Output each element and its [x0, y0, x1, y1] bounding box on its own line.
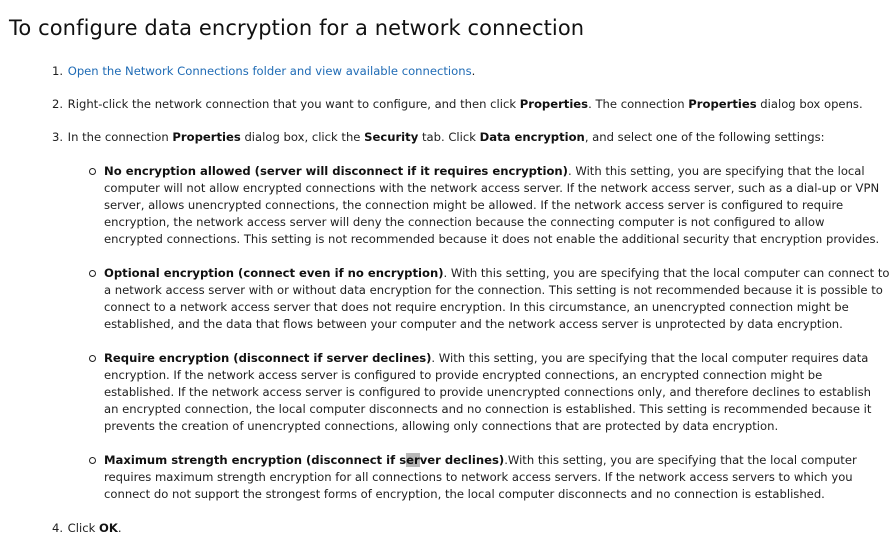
option-line: computer will not allow encrypted connections with the network access server. If the network access server, such as a dial-up or VPN [104, 181, 880, 195]
step-number: 4. [52, 521, 64, 535]
open-network-connections-link[interactable]: Open the Network Connections folder and view available connections [67, 64, 472, 78]
step-text: tab. Click [418, 130, 480, 144]
step-text: Click [64, 521, 99, 535]
step-text: , and select one of the following settings: [584, 130, 825, 144]
step-4 [52, 520, 122, 537]
text-selection-highlight: er [406, 453, 420, 467]
option-text: .With this setting, you are specifying that the local computer [504, 453, 857, 467]
option-heading: No encryption allowed (server will disconnect if it requires encryption) [104, 164, 568, 178]
option-line: established, and the data that flows between your computer and the network access server is unprotected by data encryption. [104, 317, 843, 331]
option-line: encryption. If the network access server is configured to provide encrypted connections, an encrypted connection might be [104, 368, 823, 382]
option-heading: Require encryption (disconnect if server declines) [104, 351, 432, 365]
option-heading-part: ver declines) [419, 453, 505, 467]
option-line [104, 163, 874, 180]
option-line: encryption, the network access server will deny the connection because the connecting computer is not configured to allow [104, 215, 825, 229]
option-no-encryption [104, 163, 880, 248]
option-text: . With this setting, you are specifying that the local computer requires data [431, 351, 869, 365]
option-heading [104, 453, 504, 467]
option-text: . With this setting, you are specifying that the local [567, 164, 865, 178]
option-line: a network access server with or without data encryption for the connection. This setting is not recommended because it is possible to [104, 283, 883, 297]
step-bold-text: Security [364, 130, 419, 144]
step-text: dialog box, click the [240, 130, 365, 144]
option-line: connect do not support the strongest forms of encryption, the local computer disconnects and no connection is established. [104, 487, 825, 501]
option-line: prevents the creation of unencrypted connections, allowing only connections that are protected by data encryption. [104, 419, 779, 433]
step-3 [52, 129, 825, 146]
step-text: . The connection [588, 97, 689, 111]
step-bold-text: Data encryption [479, 130, 585, 144]
step-number: 1. [52, 64, 64, 78]
option-line [104, 265, 889, 282]
option-optional-encryption [104, 265, 889, 333]
option-line [104, 452, 874, 469]
step-text: Right-click the network connection that you want to configure, and then click [64, 97, 520, 111]
step-bold-text: Properties [688, 97, 757, 111]
page-title: To configure data encryption for a network connection [9, 16, 585, 40]
step-text: dialog box opens. [756, 97, 863, 111]
step-bold-text: Properties [172, 130, 241, 144]
option-line: connect to a network access server that does not require encryption. In this circumstance, an unencrypted connection might be [104, 300, 849, 314]
option-line [104, 350, 874, 367]
step-bold-text: OK [99, 521, 118, 535]
step-text: In the connection [64, 130, 173, 144]
option-heading: Optional encryption (connect even if no encryption) [104, 266, 444, 280]
option-line: server, allows unencrypted connections, the connection might be allowed. If the network access server is configured to require [104, 198, 844, 212]
option-text: . With this setting, you are specifying that the local computer can connect to [443, 266, 889, 280]
option-line: encrypted connections. This setting is not recommended because it does not enable the additional security that encryption provides. [104, 232, 880, 246]
step-2 [52, 96, 863, 113]
bullet-circle-icon [89, 355, 96, 362]
option-line: requires maximum strength encryption for all connections to network access servers. If the network access servers to which you [104, 470, 853, 484]
step-number: 2. [52, 97, 64, 111]
step-number: 3. [52, 130, 64, 144]
step-bold-text: Properties [519, 97, 589, 111]
step-text: . [117, 521, 122, 535]
step-text: . [471, 64, 476, 78]
option-line: established. If the network access server is configured to provide unencrypted connections only, and therefore declines to establish [104, 385, 871, 399]
bullet-circle-icon [89, 270, 96, 277]
bullet-circle-icon [89, 168, 96, 175]
option-require-encryption [104, 350, 874, 435]
option-line: an encrypted connection, the local computer disconnects and no connection is established. This setting is recommended because it [104, 402, 872, 416]
step-1 [52, 63, 475, 80]
option-heading-part: Maximum strength encryption (disconnect if s [104, 453, 407, 467]
option-maximum-strength-encryption [104, 452, 874, 503]
bullet-circle-icon [89, 457, 96, 464]
